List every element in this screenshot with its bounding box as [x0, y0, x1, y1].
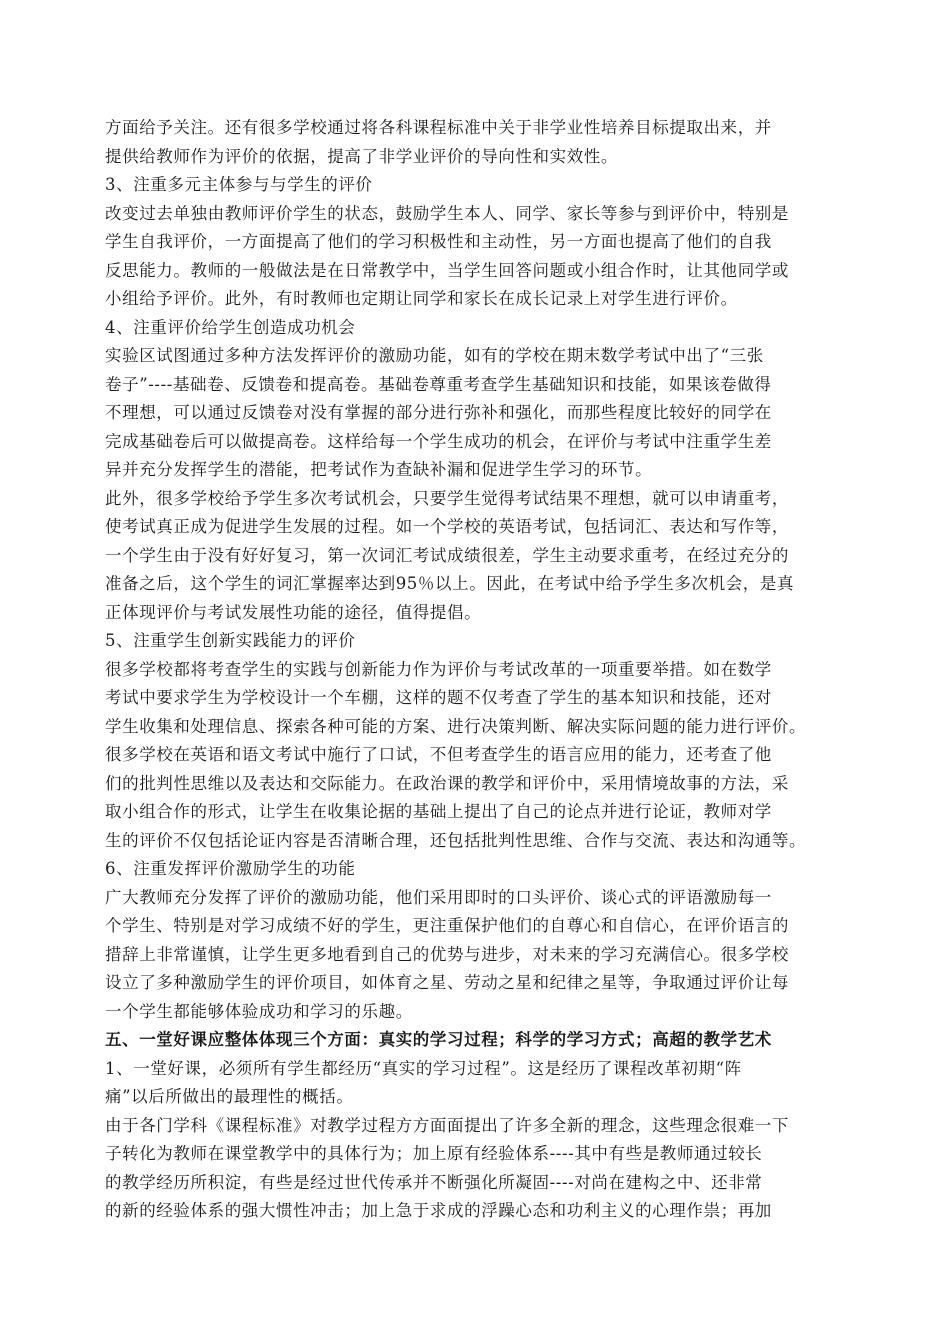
- text-line: 卷子”----基础卷、反馈卷和提高卷。基础卷尊重考查学生基础知识和技能，如果该卷做得: [105, 374, 772, 394]
- text-line: 方面给予关注。还有很多学校通过将各科课程标准中关于非学业性培养目标提取出来，并: [105, 118, 772, 137]
- text-line: 由于各门学科《课程标准》对教学过程方方面面提出了许多全新的理念，这些理念很难一下: [105, 1115, 789, 1135]
- text-line: 1、一堂好课，必须所有学生都经历“真实的学习过程”。这是经历了课程改革初期“阵: [105, 1058, 742, 1078]
- text-line: 们的批判性思维以及表达和交际能力。在政治课的教学和评价中，采用情境故事的方法，采: [105, 773, 789, 793]
- text-line: 痛”以后所做出的最理性的概括。: [105, 1087, 354, 1106]
- text-line: 取小组合作的形式，让学生在收集论据的基础上提出了自己的论点并进行论证，教师对学: [105, 802, 772, 821]
- text-line: 提供给教师作为评价的依据，提高了非学业评价的导向性和实效性。: [105, 146, 618, 166]
- text-line: 4、注重评价给学生创造成功机会: [105, 317, 356, 337]
- text-line: 广大教师充分发挥了评价的激励功能，他们采用即时的口头评价、谈心式的评语激励每一: [105, 887, 772, 907]
- text-line: 的教学经历所积淀，有些是经过世代传承并不断强化所凝固----对尚在建构之中、还非常: [105, 1172, 763, 1192]
- text-line: 实验区试图通过多种方法发挥评价的激励功能，如有的学校在期末数学考试中出了“三张: [105, 346, 764, 365]
- text-line: 反思能力。教师的一般做法是在日常教学中，当学生回答问题或小组合作时，让其他同学或: [105, 260, 789, 280]
- document-page: [105, 114, 850, 1226]
- text-line: 正体现评价与考试发展性功能的途径，值得提倡。: [105, 602, 482, 622]
- text-line: 使考试真正成为促进学生发展的过程。如一个学校的英语考试，包括词汇、表达和写作等，: [105, 517, 789, 536]
- text-line: 设立了多种激励学生的评价项目，如体育之星、劳动之星和纪律之星等，争取通过评价让每: [105, 973, 789, 992]
- text-line: 很多学校都将考查学生的实践与创新能力作为评价与考试改革的一项重要举措。如在数学: [105, 659, 772, 679]
- text-line: 准备之后，这个学生的词汇掌握率达到95％以上。因此，在考试中给予学生多次机会，是真: [105, 574, 795, 593]
- text-line: 考试中要求学生为学校设计一个车棚，这样的题不仅考查了学生的基本知识和技能，还对: [105, 688, 772, 707]
- text-line: 完成基础卷后可以做提高卷。这样给每一个学生成功的机会，在评价与考试中注重学生差: [105, 431, 772, 451]
- text-line: 异并充分发挥学生的潜能，把考试作为查缺补漏和促进学生学习的环节。: [105, 460, 653, 479]
- text-line: 3、注重多元主体参与与学生的评价: [105, 175, 373, 194]
- section-heading: 五、一堂好课应整体体现三个方面：真实的学习过程；科学的学习方式；高超的教学艺术: [105, 1030, 772, 1049]
- text-line: 措辞上非常谨慎，让学生更多地看到自己的优势与进步，对未来的学习充满信心。很多学校: [105, 944, 789, 964]
- text-line: 很多学校在英语和语文考试中施行了口试，不但考查学生的语言应用的能力，还考查了他: [105, 745, 772, 764]
- text-line: 小组给予评价。此外，有时教师也定期让同学和家长在成长记录上对学生进行评价。: [105, 289, 738, 308]
- text-line: 学生收集和处理信息、探索各种可能的方案、进行决策判断、解决实际问题的能力进行评价。: [105, 716, 807, 736]
- text-line: 的新的经验体系的强大惯性冲击；加上急于求成的浮躁心态和功利主义的心理作祟；再加: [105, 1201, 772, 1220]
- text-line: 一个学生由于没有好好复习，第一次词汇考试成绩很差，学生主动要求重考，在经过充分的: [105, 545, 789, 565]
- text-line: 不理想，可以通过反馈卷对没有掌握的部分进行弥补和强化，而那些程度比较好的同学在: [105, 403, 772, 422]
- text-line: 此外，很多学校给予学生多次考试机会，只要学生觉得考试结果不理想，就可以申请重考，: [105, 488, 789, 508]
- text-line: 个学生、特别是对学习成绩不好的学生，更注重保护他们的自尊心和自信心，在评价语言的: [105, 916, 789, 935]
- text-line: 学生自我评价，一方面提高了他们的学习积极性和主动性，另一方面也提高了他们的自我: [105, 232, 772, 251]
- text-line: 5、注重学生创新实践能力的评价: [105, 631, 356, 650]
- text-line: 生的评价不仅包括论证内容是否清晰合理，还包括批判性思维、合作与交流、表达和沟通等。: [105, 830, 807, 850]
- text-line: 改变过去单独由教师评价学生的状态，鼓励学生本人、同学、家长等参与到评价中，特别是: [105, 203, 789, 223]
- text-line: 一个学生都能够体验成功和学习的乐趣。: [105, 1001, 413, 1021]
- text-line: 6、注重发挥评价激励学生的功能: [105, 859, 356, 878]
- text-line: 子转化为教师在课堂教学中的具体行为；加上原有经验体系----其中有些是教师通过较长: [105, 1144, 763, 1163]
